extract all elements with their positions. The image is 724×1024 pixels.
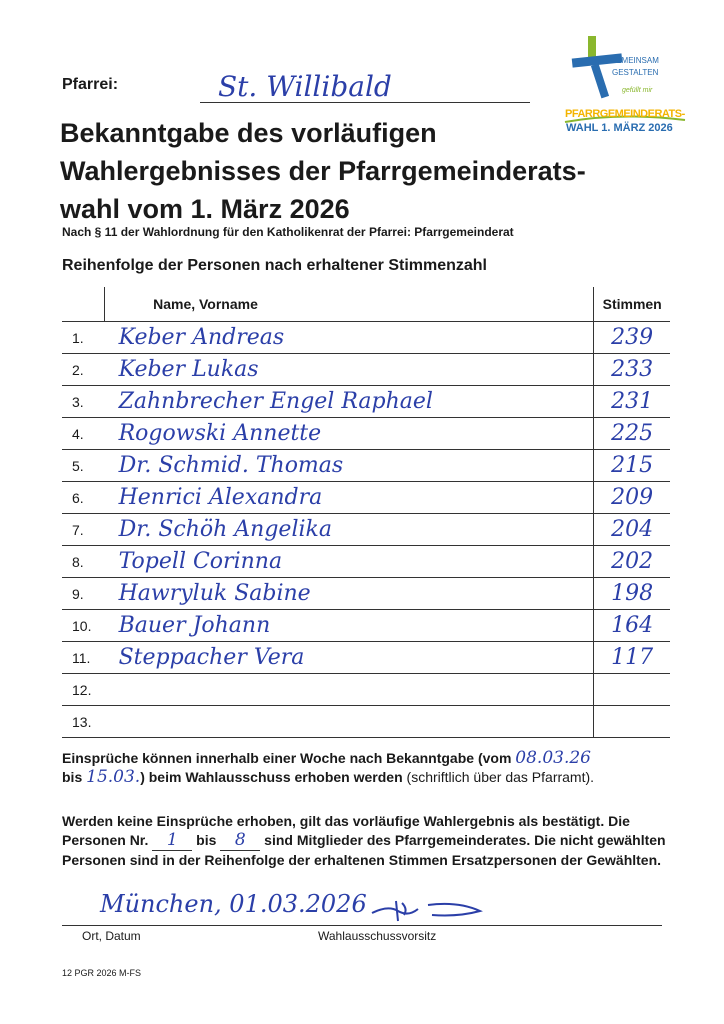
table-row (62, 578, 670, 610)
page-title (60, 114, 660, 228)
table-row (62, 642, 670, 674)
table-row (62, 482, 670, 514)
parish-label: Pfarrei: (62, 76, 119, 93)
row-number: 9. (62, 578, 105, 610)
place-date-label: Ort, Datum (82, 929, 141, 943)
row-number: 2. (62, 354, 105, 386)
row-number: 11. (62, 642, 105, 674)
section-heading: Reihenfolge der Personen nach erhaltener Stimmenzahl (62, 257, 487, 274)
vote-count: 231 (594, 386, 670, 418)
row-number: 3. (62, 386, 105, 418)
table-row (62, 706, 670, 738)
candidate-name: Dr. Schmid. Thomas (105, 450, 594, 482)
footer-code: 12 PGR 2026 M-FS (62, 968, 142, 978)
parish-underline (200, 102, 530, 103)
row-number: 13. (62, 706, 105, 738)
logo-text-gestalten: GESTALTEN (612, 68, 659, 77)
confirmation-paragraph (62, 812, 672, 870)
vote-count: 117 (594, 642, 670, 674)
objection-date-to: 15.03. (86, 767, 141, 787)
header-num (62, 287, 105, 322)
place-date-value: München, 01.03.2026 (100, 890, 367, 918)
candidate-name: Bauer Johann (105, 610, 594, 642)
row-number: 6. (62, 482, 105, 514)
vote-count: 204 (594, 514, 670, 546)
objection-text-c: ) beim Wahlausschuss erhoben werden (140, 769, 403, 785)
row-number: 10. (62, 610, 105, 642)
confirmation-to-number: 8 (220, 831, 260, 851)
candidate-name: Keber Andreas (105, 322, 594, 354)
parish-name: St. Willibald (218, 70, 392, 103)
title-line-2: Wahlergebnisses der Pfarrgemeinderats- (60, 156, 586, 186)
table-row (62, 418, 670, 450)
signature-line (62, 925, 662, 926)
row-number: 12. (62, 674, 105, 706)
title-line-1: Bekanntgabe des vorläufigen (60, 118, 437, 148)
candidate-name (105, 674, 594, 706)
row-number: 7. (62, 514, 105, 546)
objection-paragraph (62, 749, 672, 787)
row-number: 8. (62, 546, 105, 578)
table-header-row (62, 287, 670, 322)
vote-count: 209 (594, 482, 670, 514)
table-row (62, 386, 670, 418)
candidate-name: Dr. Schöh Angelika (105, 514, 594, 546)
confirmation-text-b: bis (196, 832, 217, 848)
candidate-name: Keber Lukas (105, 354, 594, 386)
vote-count: 233 (594, 354, 670, 386)
confirmation-text-a: Werden keine Einsprüche erhoben, gilt das vorläufige Wahlergebnis als bestätigt. Die Personen Nr. (62, 813, 630, 848)
chair-label: Wahlausschussvorsitz (318, 929, 437, 943)
vote-count: 202 (594, 546, 670, 578)
header-name: Name, Vorname (105, 287, 594, 322)
results-body (62, 322, 670, 738)
row-number: 5. (62, 450, 105, 482)
candidate-name: Henrici Alexandra (105, 482, 594, 514)
vote-count: 198 (594, 578, 670, 610)
table-row (62, 322, 670, 354)
table-row (62, 514, 670, 546)
candidate-name (105, 706, 594, 738)
vote-count: 215 (594, 450, 670, 482)
logo-text-gemeinsam: GEMEINSAM (610, 56, 659, 65)
vote-count: 164 (594, 610, 670, 642)
logo-text-pgr: PFARRGEMEINDERATS- (565, 108, 685, 120)
table-row (62, 610, 670, 642)
confirmation-text-c: sind Mitglieder des Pfarrgemeinderates. Die nicht gewählten Personen sind in der Reihenfolge der erhaltenen Stimmen Ersatzpersonen der Gewählten. (62, 832, 666, 868)
vote-count (594, 706, 670, 738)
signature-scribble (368, 895, 488, 925)
header-votes: Stimmen (594, 287, 670, 322)
candidate-name: Rogowski Annette (105, 418, 594, 450)
table-row (62, 354, 670, 386)
candidate-name: Zahnbrecher Engel Raphael (105, 386, 594, 418)
results-table (62, 287, 670, 738)
candidate-name: Steppacher Vera (105, 642, 594, 674)
row-number: 1. (62, 322, 105, 354)
vote-count (594, 674, 670, 706)
candidate-name: Hawryluk Sabine (105, 578, 594, 610)
title-line-3: wahl vom 1. März 2026 (60, 194, 350, 224)
objection-text-d: (schriftlich über das Pfarramt). (406, 769, 595, 785)
subtitle: Nach § 11 der Wahlordnung für den Katholikenrat der Pfarrei: Pfarrgemeinderat (62, 225, 514, 239)
objection-text-b: bis (62, 769, 83, 785)
vote-count: 239 (594, 322, 670, 354)
candidate-name: Topell Corinna (105, 546, 594, 578)
table-row (62, 450, 670, 482)
table-row (62, 546, 670, 578)
logo-text-tagline: gefüllt mir (622, 87, 653, 94)
logo-text-date: WAHL 1. MÄRZ 2026 (566, 122, 673, 134)
table-row (62, 674, 670, 706)
confirmation-from-number: 1 (152, 831, 192, 851)
vote-count: 225 (594, 418, 670, 450)
objection-text-a: Einsprüche können innerhalb einer Woche nach Bekanntgabe (vom (62, 750, 512, 766)
row-number: 4. (62, 418, 105, 450)
objection-date-from: 08.03.26 (515, 748, 591, 768)
